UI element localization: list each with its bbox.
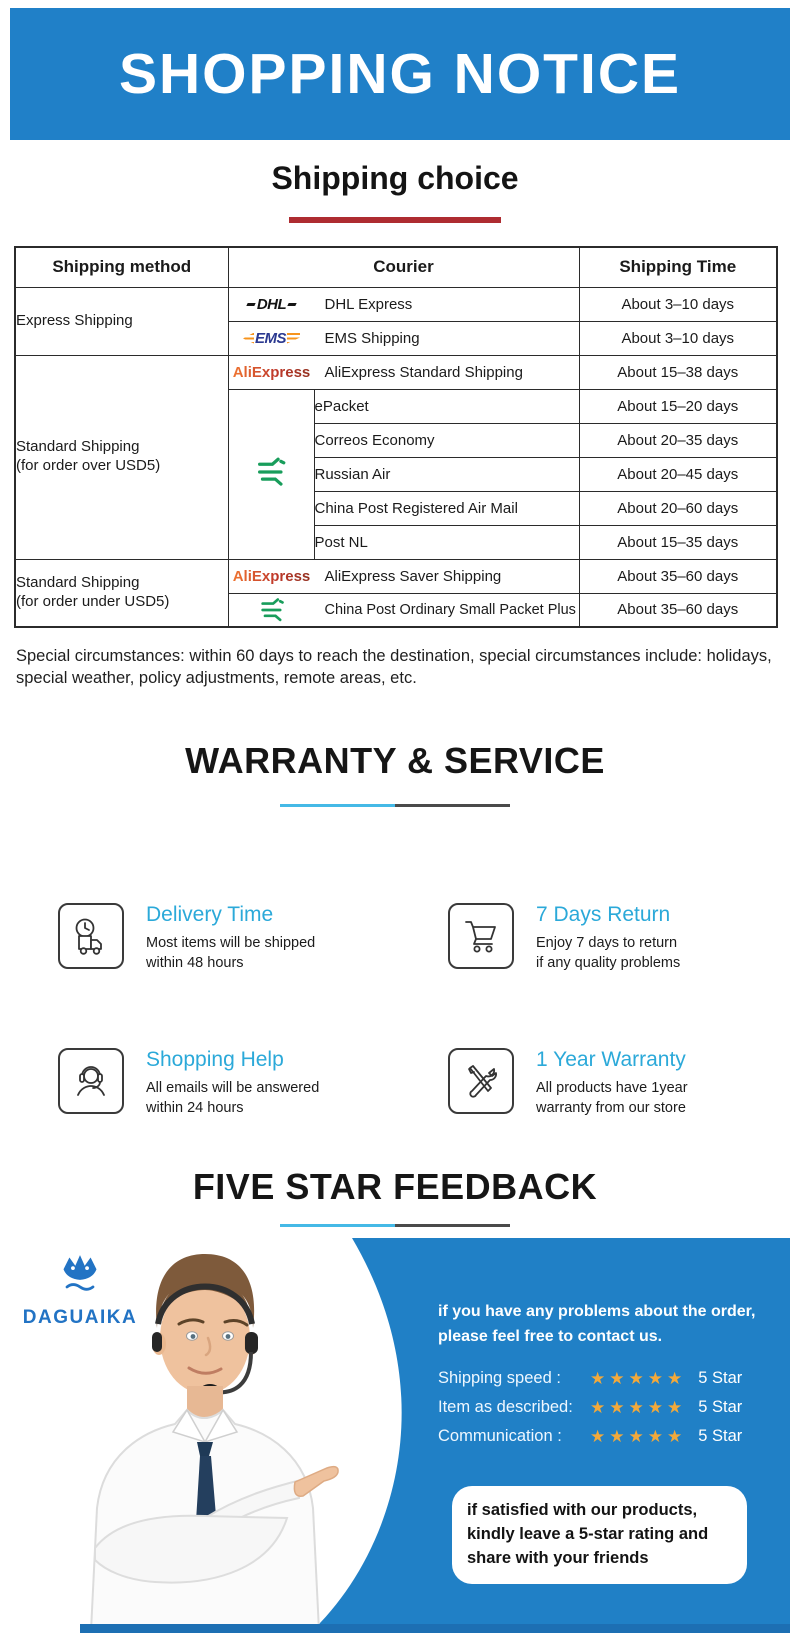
feedback-title-underline — [280, 1224, 510, 1227]
courier-name: AliExpress Saver Shipping — [324, 567, 502, 585]
courier-name: China Post Registered Air Mail — [314, 491, 579, 525]
ratings — [438, 1364, 742, 1451]
courier-name: DHL Express — [324, 295, 413, 313]
cta-box: if satisfied with our products, kindly leave a 5-star rating and share with your friends — [452, 1486, 747, 1584]
banner — [10, 8, 790, 140]
china-post-icon — [229, 596, 315, 624]
courier-name: Post NL — [314, 525, 579, 559]
shipping-time: About 35–60 days — [579, 593, 777, 627]
method-standard-over: Standard Shipping (for order over USD5) — [15, 355, 228, 559]
shipping-time: About 35–60 days — [579, 559, 777, 593]
ems-logo: EMS — [243, 330, 300, 347]
page-title: SHOPPING NOTICE — [118, 42, 682, 106]
rating-row-item-described: Item as described: ★★★★★ 5 Star — [438, 1397, 743, 1417]
warranty-item-warranty: 1 Year Warranty All products have 1year warranty from our store — [448, 1048, 790, 1118]
five-stars-icon: ★★★★★ — [590, 1426, 687, 1446]
shipping-time: About 15–38 days — [579, 355, 777, 389]
col-header-method: Shipping method — [15, 247, 228, 287]
rating-row-shipping-speed: Shipping speed : ★★★★★ 5 Star — [438, 1368, 743, 1388]
shipping-note: Special circumstances: within 60 days to reach the destination, special circumstances include: holidays, special weather, policy adjustments, remote areas, etc. — [16, 647, 772, 687]
ems-stripes-icon — [243, 333, 254, 344]
table-header-row — [15, 247, 777, 287]
warranty-item-title: 7 Days Return — [536, 903, 671, 926]
courier-name: China Post Ordinary Small Packet Plus — [324, 601, 576, 618]
courier-name: EMS Shipping — [324, 329, 420, 347]
shipping-time: About 3–10 days — [579, 321, 777, 355]
courier-name: Russian Air — [314, 457, 579, 491]
col-header-courier: Courier — [228, 247, 579, 287]
china-post-logo — [228, 389, 314, 559]
courier-name: ePacket — [314, 389, 579, 423]
feedback-title: FIVE STAR FEEDBACK — [192, 1166, 598, 1207]
shipping-time: About 20–60 days — [579, 491, 777, 525]
feedback-section — [0, 1238, 790, 1633]
method-standard-under: Standard Shipping (for order under USD5) — [15, 559, 228, 627]
warranty-item-title: 1 Year Warranty — [536, 1048, 686, 1071]
courier-name: AliExpress Standard Shipping — [324, 363, 523, 381]
col-header-time: Shipping Time — [579, 247, 777, 287]
shipping-time: About 20–45 days — [579, 457, 777, 491]
method-express: Express Shipping — [15, 287, 228, 355]
dhl-dash-icon — [246, 303, 255, 306]
china-post-icon — [254, 476, 288, 493]
headset-icon — [58, 1048, 124, 1114]
tools-icon — [448, 1048, 514, 1114]
warranty-item-help: Shopping Help All emails will be answered within 24 hours — [58, 1048, 418, 1118]
dhl-logo: DHL — [245, 296, 298, 313]
shipping-title-underline — [289, 217, 501, 223]
warranty-title-underline — [280, 804, 510, 807]
rating-row-communication: Communication : ★★★★★ 5 Star — [438, 1426, 743, 1446]
five-stars-icon: ★★★★★ — [590, 1368, 687, 1388]
table-row — [15, 287, 777, 321]
warranty-item-return: 7 Days Return Enjoy 7 days to return if any quality problems — [448, 903, 790, 973]
shipping-time: About 20–35 days — [579, 423, 777, 457]
table-row — [15, 559, 777, 593]
shipping-time: About 15–20 days — [579, 389, 777, 423]
shipping-time: About 3–10 days — [579, 287, 777, 321]
cart-icon — [448, 903, 514, 969]
ems-stripes-icon — [287, 333, 300, 344]
aliexpress-logo: AliExpress — [232, 567, 311, 585]
shipping-choice-title: Shipping choice — [271, 160, 519, 196]
five-stars-icon: ★★★★★ — [590, 1397, 687, 1417]
table-row — [15, 355, 777, 389]
aliexpress-logo: AliExpress — [232, 363, 311, 381]
dhl-dash-icon — [287, 303, 296, 306]
shipping-time: About 15–35 days — [579, 525, 777, 559]
shipping-table — [14, 246, 778, 628]
feedback-intro: if you have any problems about the order, please feel free to contact us. — [438, 1303, 756, 1345]
warranty-item-delivery: Delivery Time Most items will be shipped within 48 hours — [58, 903, 418, 973]
warranty-title: WARRANTY & SERVICE — [185, 740, 605, 781]
brand-name: DAGUAIKA — [22, 1307, 138, 1328]
support-agent-photo — [55, 1246, 355, 1631]
warranty-item-title: Shopping Help — [146, 1048, 284, 1071]
bottom-strip — [80, 1624, 790, 1633]
courier-name: Correos Economy — [314, 423, 579, 457]
truck-clock-icon — [58, 903, 124, 969]
warranty-item-title: Delivery Time — [146, 903, 274, 926]
